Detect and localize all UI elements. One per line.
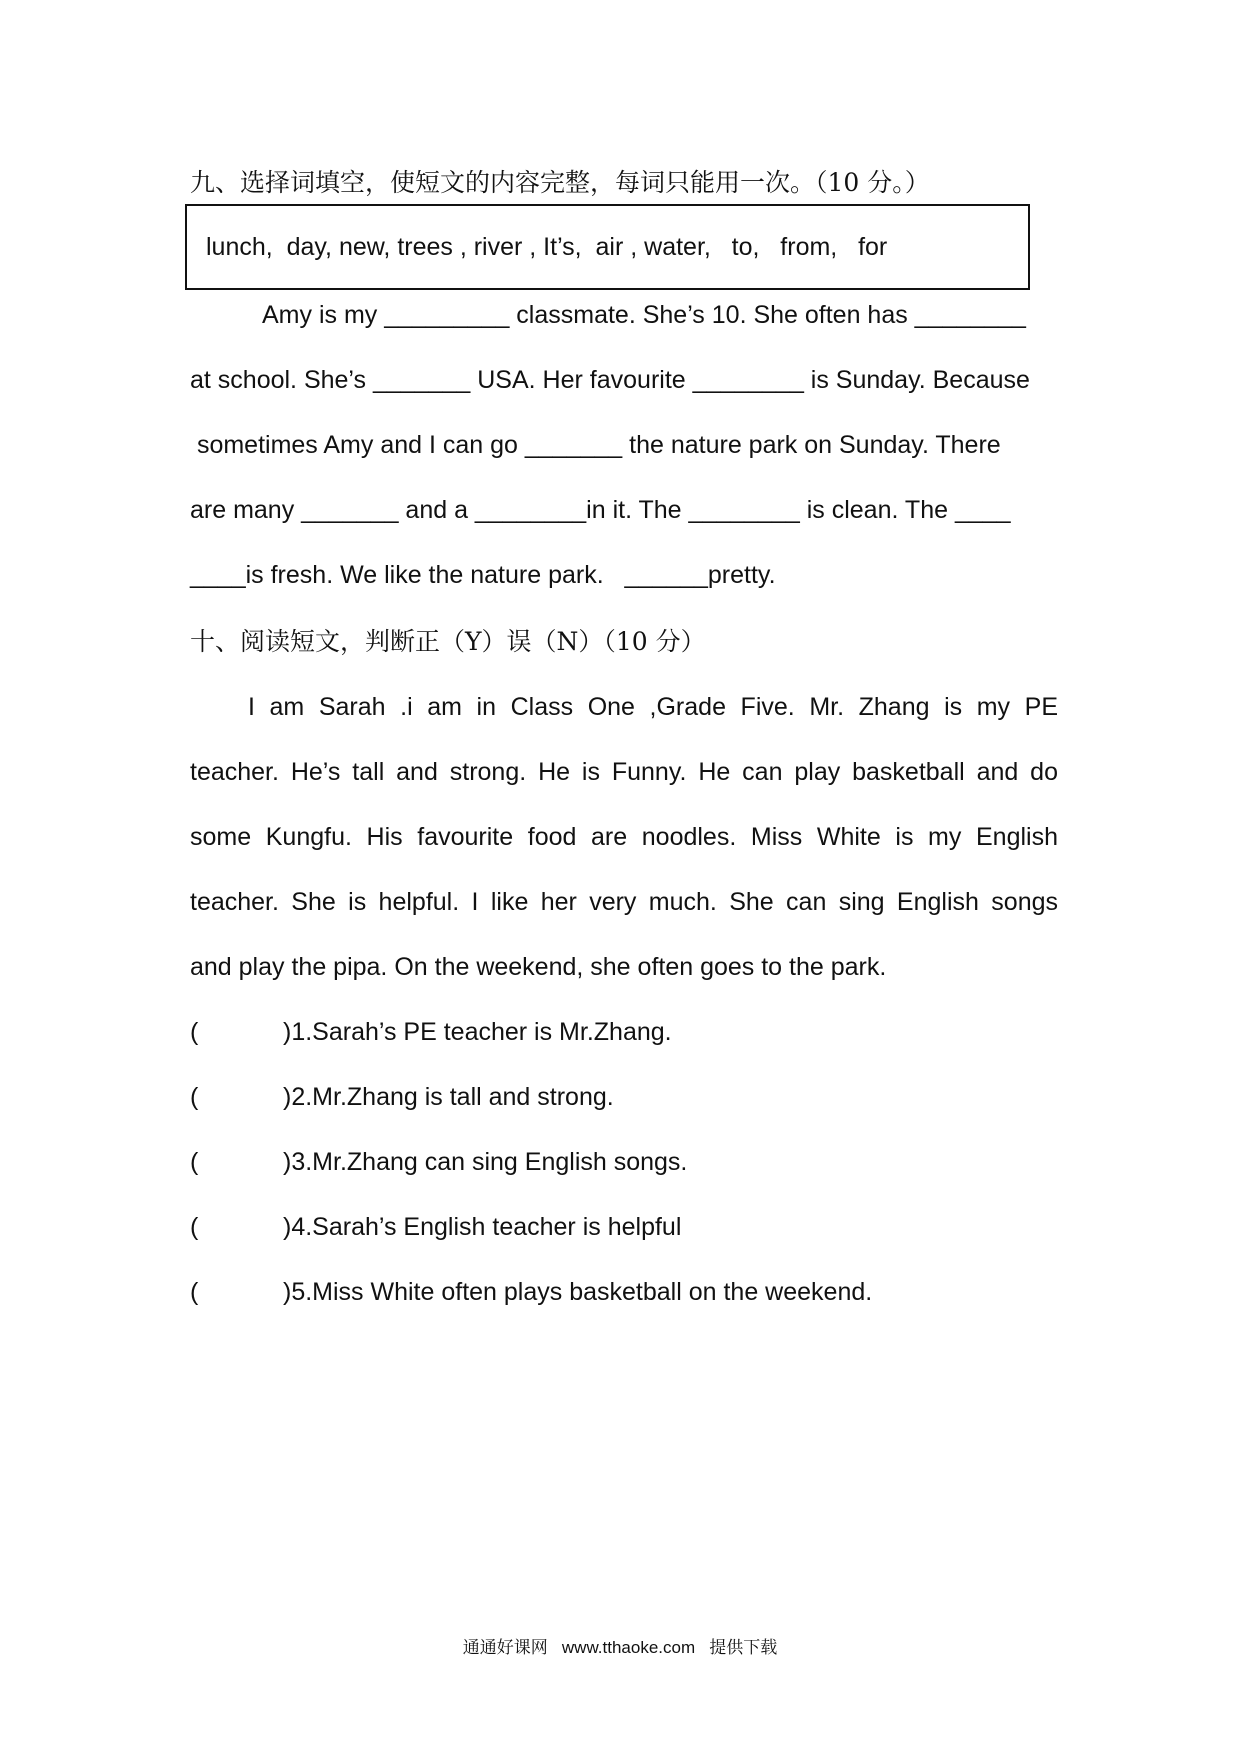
section-10-heading: 十、阅读短文，判断正（Y）误（N）（10 分） — [190, 627, 706, 656]
passage-9-line-4: are many _______ and a ________in it. The ________ is clean. The ____ — [190, 496, 1011, 524]
question-2-text: )2.Mr.Zhang is tall and strong. — [283, 1083, 614, 1111]
answer-blank-4[interactable]: ( — [190, 1213, 199, 1241]
answer-blank-1[interactable]: ( — [190, 1018, 199, 1046]
question-1-text: )1.Sarah’s PE teacher is Mr.Zhang. — [283, 1018, 672, 1046]
passage-9-line-5: ____is fresh. We like the nature park. ______pretty. — [190, 561, 776, 589]
passage-9-line-3: sometimes Amy and I can go _______ the nature park on Sunday. There — [190, 431, 1001, 459]
question-4-text: )4.Sarah’s English teacher is helpful — [283, 1213, 682, 1241]
passage-10-line-4: teacher. She is helpful. I like her very much. She can sing English songs — [190, 888, 1058, 916]
answer-blank-5[interactable]: ( — [190, 1278, 199, 1306]
footer-credit: 通通好课网 www.tthaoke.com 提供下载 — [462, 1638, 778, 1657]
word-bank-box — [185, 204, 1030, 290]
question-3-text: )3.Mr.Zhang can sing English songs. — [283, 1148, 688, 1176]
answer-blank-2[interactable]: ( — [190, 1083, 199, 1111]
section-9-heading: 九、选择词填空，使短文的内容完整，每词只能用一次。（10 分。） — [190, 168, 930, 197]
passage-10-line-3: some Kungfu. His favourite food are noodles. Miss White is my English — [190, 823, 1058, 851]
passage-10-line-2: teacher. He’s tall and strong. He is Funny. He can play basketball and do — [190, 758, 1058, 786]
passage-9-line-1: Amy is my _________ classmate. She’s 10. She often has ________ — [262, 301, 1026, 329]
question-5-text: )5.Miss White often plays basketball on the weekend. — [283, 1278, 873, 1306]
word-bank-text: lunch, day, new, trees , river , It’s, air , water, to, from, for — [206, 233, 888, 261]
passage-9-line-2: at school. She’s _______ USA. Her favourite ________ is Sunday. Because — [190, 366, 1030, 394]
answer-blank-3[interactable]: ( — [190, 1148, 199, 1176]
passage-10-line-5: and play the pipa. On the weekend, she often goes to the park. — [190, 953, 887, 981]
passage-10-line-1: I am Sarah .i am in Class One ,Grade Five. Mr. Zhang is my PE — [248, 693, 1058, 721]
